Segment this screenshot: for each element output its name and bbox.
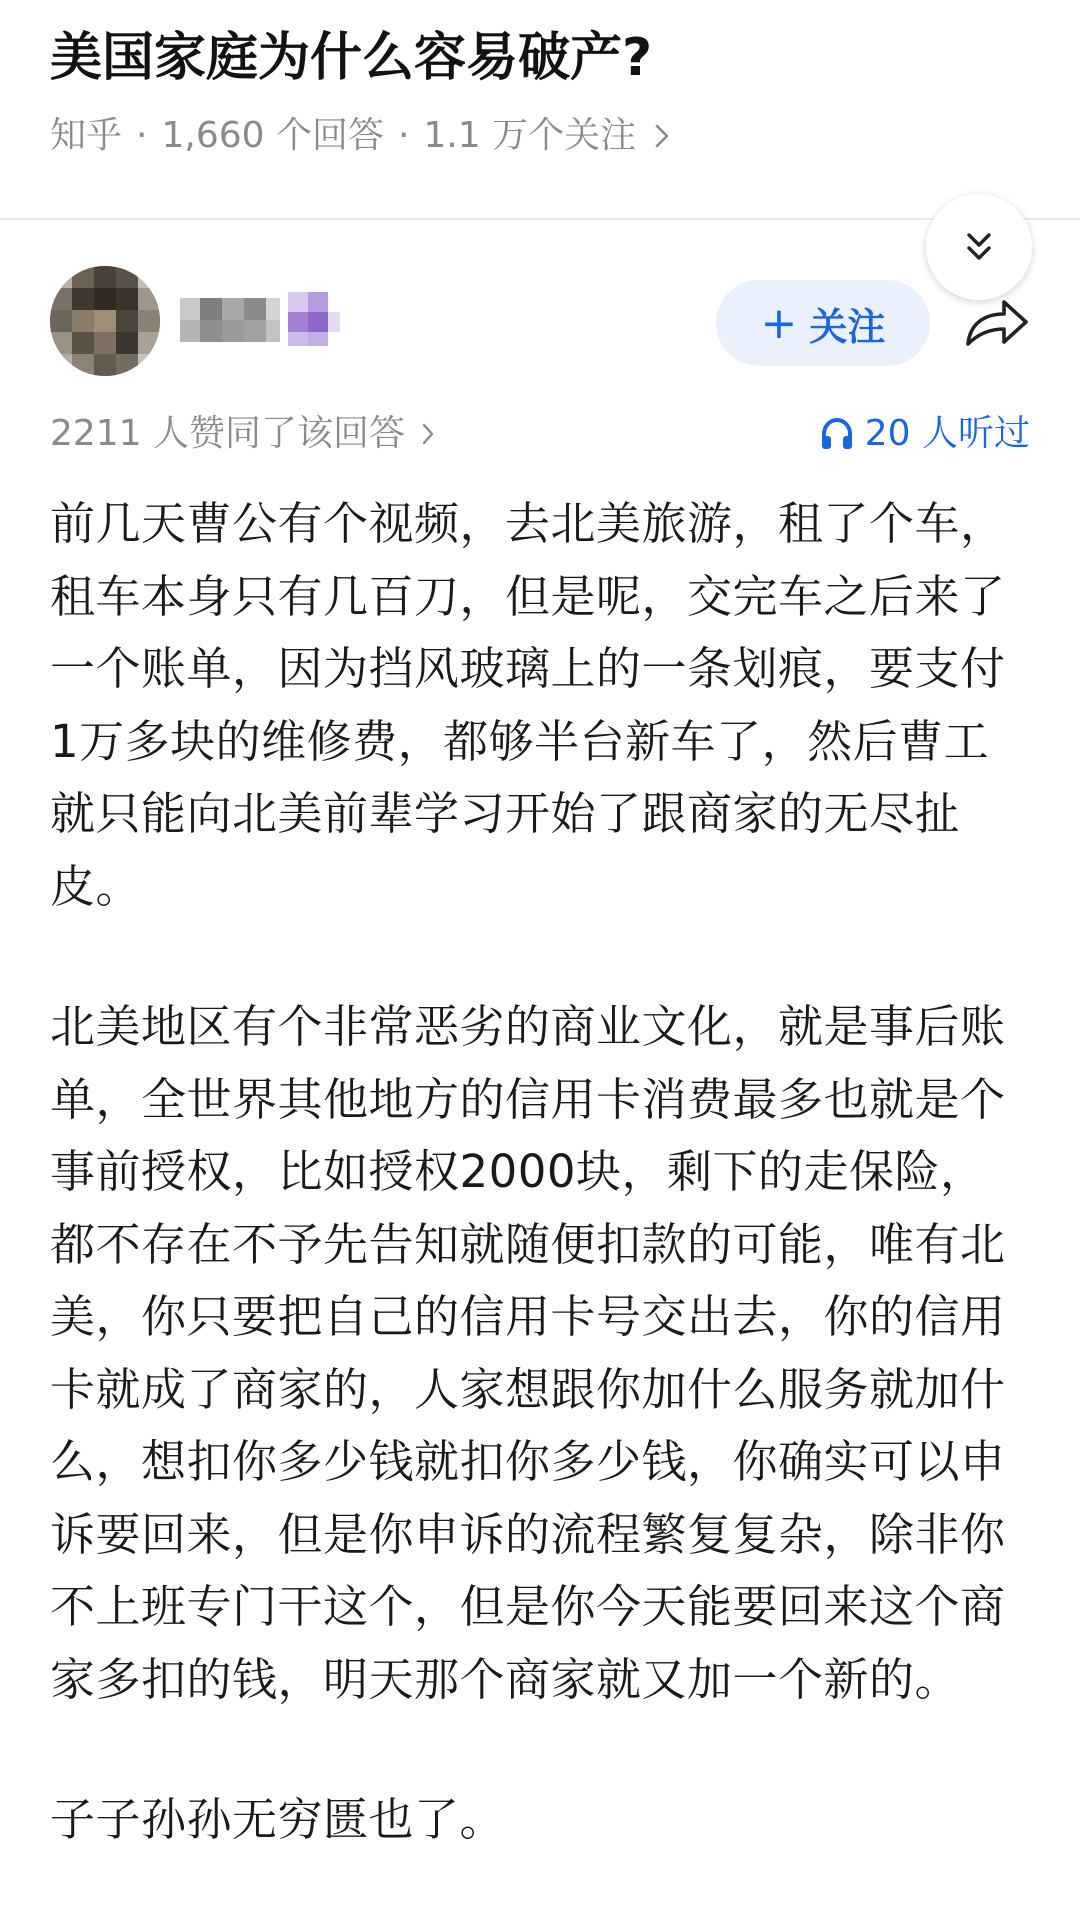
author-row (0, 250, 1080, 390)
headphone-icon (819, 416, 855, 452)
listen-count[interactable] (819, 410, 1030, 458)
chevron-right-icon (421, 422, 435, 446)
meta-separator: · (397, 115, 410, 156)
plus-icon: + (760, 297, 798, 349)
author-name[interactable] (180, 292, 360, 348)
follow-button[interactable] (716, 280, 930, 366)
meta-separator: · (136, 115, 148, 156)
chevron-right-icon (654, 123, 670, 149)
upvote-summary[interactable] (50, 410, 435, 458)
followers-count: 1.1 万个关注 (423, 115, 637, 156)
listen-count-text: 20 人听过 (864, 413, 1030, 454)
answer-body (50, 488, 1030, 1925)
answer-paragraph: 前几天曹公有个视频，去北美旅游，租了个车，租车本身只有几百刀，但是呢，交完车之后来了一个账单，因为挡风玻璃上的一条划痕，要支付1万多块的维修费，都够半台新车了，然后曹工就只能向北美前辈学习开始了跟商家的无尽扯皮。 (50, 497, 1006, 913)
answer-paragraph: 北美地区有个非常恶劣的商业文化，就是事后账单，全世界其他地方的信用卡消费最多也就是个事前授权，比如授权2000块，剩下的走保险，都不存在不予先告知就随便扣款的可能，唯有北美，你只要把自己的信用卡号交出去，你的信用卡就成了商家的，人家想跟你加什么服务就加什么，想扣你多少钱就扣你多少钱，你确实可以申诉要回来，但是你申诉的流程繁复复杂，除非你不上班专门干这个，但是你今天能要回来这个商家多扣的钱，明天那个商家就又加一个新的。 (50, 1000, 1006, 1706)
avatar[interactable] (50, 266, 160, 376)
source-label: 知乎 (50, 115, 123, 156)
question-meta[interactable] (50, 112, 670, 160)
question-header (0, 0, 1080, 220)
upvote-count-text: 2211 人赞同了该回答 (50, 413, 406, 454)
answers-count: 1,660 个回答 (161, 115, 384, 156)
question-title[interactable]: 美国家庭为什么容易破产? (50, 28, 653, 88)
share-arrow-icon[interactable] (962, 294, 1032, 354)
follow-label: 关注 (809, 304, 886, 349)
stats-row (0, 410, 1080, 460)
answer-paragraph: 子子孙孙无穷匮也了。 (50, 1793, 506, 1846)
